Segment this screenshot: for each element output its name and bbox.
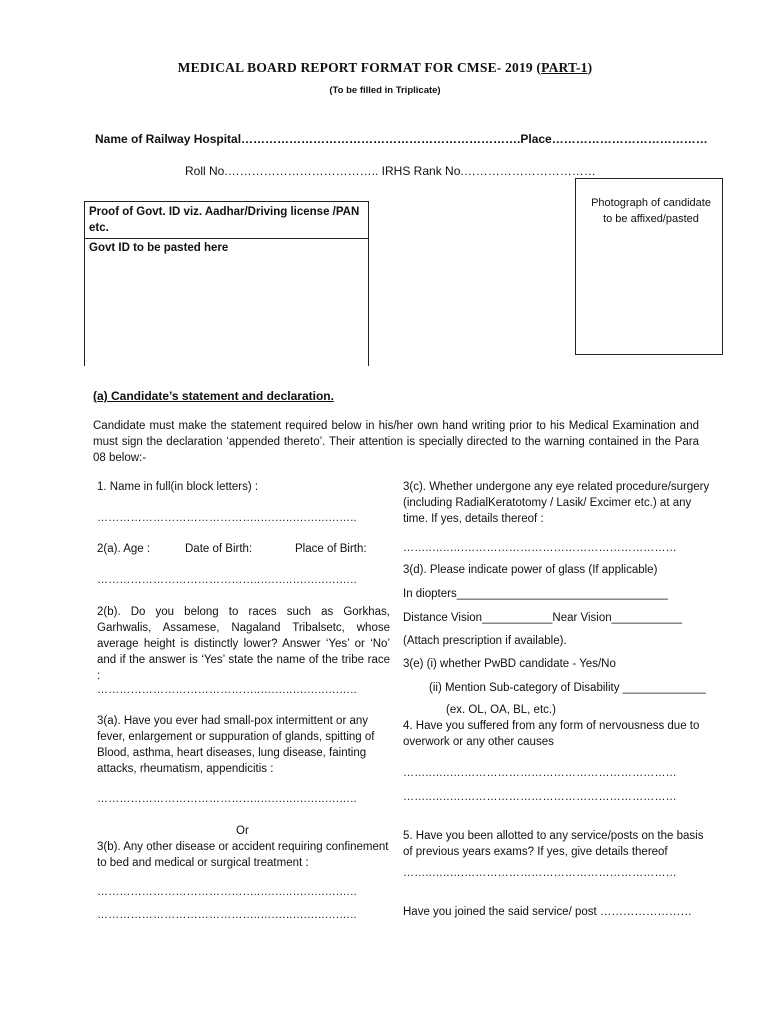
govt-id-box: [84, 201, 369, 366]
q3d-glass-power-question: 3(d). Please indicate power of glass (If applicable): [403, 564, 658, 576]
q2a-pob-label: Place of Birth:: [295, 543, 367, 555]
hospital-place-line: Name of Railway Hospital…………………………………………………………….Place…………………………………: [95, 132, 708, 146]
q3b-answer-line-1: ……………………………………..….…..….…..….…..: [97, 886, 357, 898]
photograph-box: [575, 178, 723, 355]
q2a-answer-line: ……………………………………..….…..….…..….…..: [97, 574, 357, 586]
q3c-eye-procedure-question: 3(c). Whether undergone any eye related procedure/surgery (including RadialKeratotomy / Lasik/ Excimer etc.) at any time. If yes, details thereof :: [403, 481, 710, 525]
part-label: PART-1: [541, 60, 588, 75]
photograph-label: Photograph of candidate to be affixed/pasted: [591, 197, 711, 225]
q3e-disability-subcategory-line: (ii) Mention Sub-category of Disability _____________: [429, 682, 706, 694]
q2a-age-label: 2(a). Age :: [97, 543, 151, 555]
form-title: MEDICAL BOARD REPORT FORMAT FOR CMSE- 2019 (PART-1): [177, 60, 593, 75]
q3d-vision-line: Distance Vision___________Near Vision___________: [403, 612, 682, 624]
q3b-answer-line-2: ……………………………………..….…..….…..….…..: [97, 909, 357, 921]
govt-id-paste-label: Govt ID to be pasted here: [89, 242, 229, 254]
section-a-heading: (a) Candidate’s statement and declaration.: [93, 389, 334, 403]
q2a-dob-label: Date of Birth:: [185, 543, 253, 555]
q3b-disease-question: 3(b). Any other disease or accident requiring confinement to bed and medical or surgical treatment :: [97, 841, 389, 869]
q3d-diopters-line: In diopters_________________________________: [403, 588, 668, 600]
q3e-example-note: (ex. OL, OA, BL, etc.): [446, 704, 556, 716]
or-separator: Or: [236, 825, 249, 837]
form-subtitle: (To be filled in Triplicate): [329, 85, 441, 96]
q5-joined-service-line: Have you joined the said service/ post ……………………: [403, 906, 692, 918]
q5-service-allotment-question: 5. Have you been allotted to any service/posts on the basis of previous years exams? If yes, give details thereof: [403, 830, 704, 858]
q1-answer-line: ……………………………………..….…..….…..….…..: [97, 512, 357, 524]
q3d-attach-note: (Attach prescription if available).: [403, 635, 567, 647]
q4-answer-line-2: ……..…..….…………………………………………………: [403, 791, 677, 803]
section-a-intro: Candidate must make the statement required below in his/her own hand writing prior to his Medical Examination and must sign the declaration ‘appended thereto’. Their attention is specially directed to the warning contained in the Para 08 below:-: [93, 420, 699, 464]
roll-rank-line: Roll No.……………………………….. IRHS Rank No.……………………………: [185, 164, 596, 178]
q3e-pwbd-question: 3(e) (i) whether PwBD candidate - Yes/No: [403, 658, 616, 670]
q4-nervousness-question: 4. Have you suffered from any form of nervousness due to overwork or any other causes: [403, 720, 700, 748]
q1-name-label: 1. Name in full(in block letters) :: [97, 481, 259, 493]
q4-answer-line-1: ……..…..….…………………………………………………: [403, 767, 677, 779]
q3a-answer-line: ……………………………………..….…..….…..….…..: [97, 793, 357, 805]
govt-id-heading: Proof of Govt. ID viz. Aadhar/Driving license /PAN etc.: [85, 202, 368, 239]
q3a-illness-question: 3(a). Have you ever had small-pox intermittent or any fever, enlargement or suppuration of glands, spitting of Blood, asthma, heart diseases, lung disease, fainting attacks, rheumatism, appendicitis :: [97, 715, 375, 775]
q5-answer-line: ……..…..….…………………………………………………: [403, 867, 677, 879]
q3c-answer-line: ……..…..….…………………………………………………: [403, 542, 677, 554]
q2b-answer-line: ……………………………………..….…..….…..….…..: [97, 684, 357, 696]
q2b-races-question: 2(b). Do you belong to races such as Gorkhas, Garhwalis, Assamese, Nagaland Tribalsetc, whose average height is distinctly lower? Answer ‘Yes’ or ‘No’ and if the answer is ‘Yes’ state the name of the tribe race :: [97, 606, 390, 682]
